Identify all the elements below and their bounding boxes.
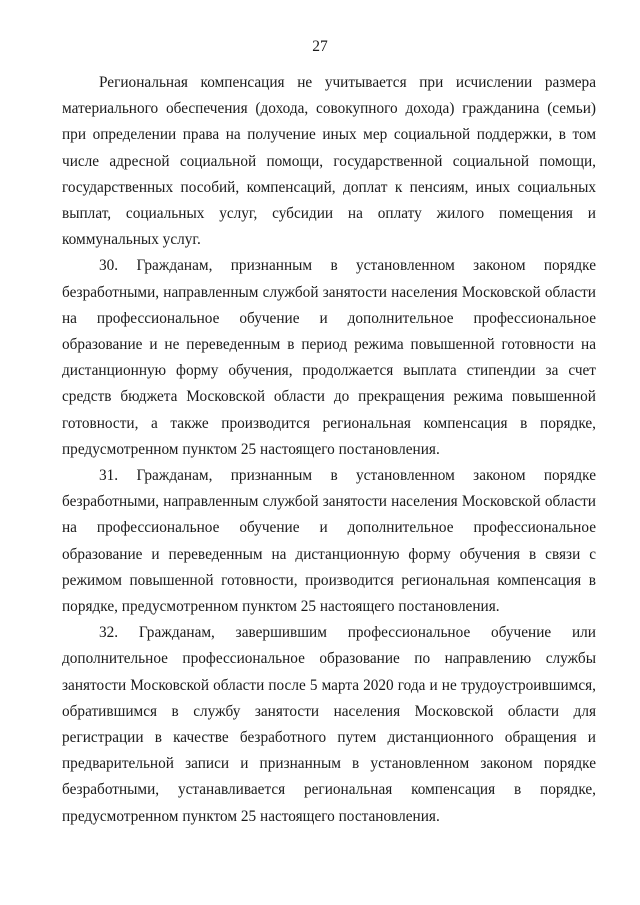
page-number: 27: [312, 38, 328, 55]
paragraph-item-32: 32. Гражданам, завершившим профессиональное обучение или дополнительное профессиональное образование по направлению службы занятости Московской области после 5 марта 2020 года и не трудоустроившимся, обратившимся в службу занятости населения Московской области для регистрации в качестве безработного путем дистанционного обращения и предварительной записи и признанным в установленном законом порядке безработными, устанавливается региональная компенсация в порядке, предусмотренном пунктом 25 настоящего постановления.: [62, 624, 596, 825]
paragraph-compensation-not-counted: Региональная компенсация не учитывается при исчислении размера материального обеспечения (дохода, совокупного дохода) гражданина (семьи) при определении права на получение иных мер социальной поддержки, в том числе адресной социальной помощи, государственной социальной помощи, государственных пособий, компенсаций, доплат к пенсиям, иных социальных выплат, социальных услуг, субсидии на оплату жилого помещения и коммунальных услуг.: [62, 74, 596, 249]
paragraph-item-30: 30. Гражданам, признанным в установленном законом порядке безработными, направленным службой занятости населения Московской области на профессиональное обучение и дополнительное профессиональное образование и не переведенным в период режима повышенной готовности на дистанционную форму обучения, продолжается выплата стипендии за счет средств бюджета Московской области до прекращения режима повышенной готовности, а также производится региональная компенсация в порядке, предусмотренном пунктом 25 настоящего постановления.: [62, 257, 596, 458]
paragraph-item-31: 31. Гражданам, признанным в установленном законом порядке безработными, направленным службой занятости населения Московской области на профессиональное обучение и дополнительное профессиональное образование и переведенным на дистанционную форму обучения в связи с режимом повышенной готовности, производится региональная компенсация в порядке, предусмотренном пунктом 25 настоящего постановления.: [62, 467, 596, 616]
document-body: [62, 70, 596, 830]
